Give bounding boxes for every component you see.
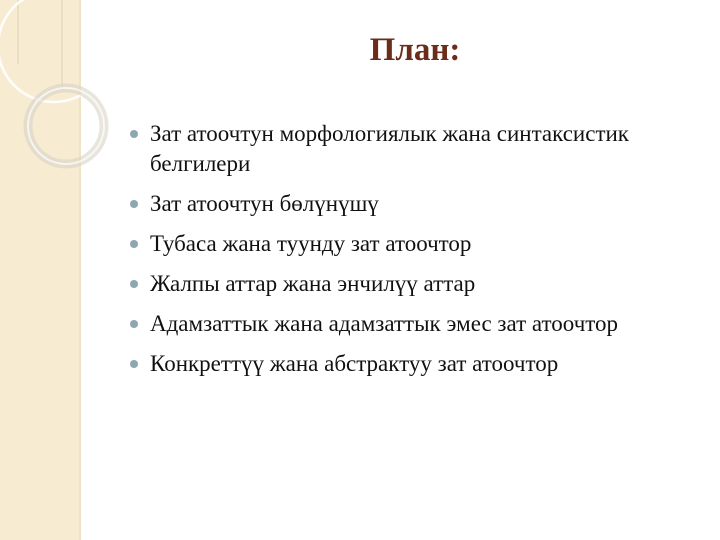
bullet-dot-icon [130,200,138,208]
bullet-dot-icon [130,360,138,368]
list-item [128,119,698,179]
bullet-dot-icon [130,240,138,248]
list-item [128,309,698,339]
bullet-dot-icon [130,280,138,288]
list-item-text: Конкреттүү жана абстрактуу зат атоочтор [150,351,559,376]
bullet-dot-icon [130,320,138,328]
bullet-dot-icon [130,130,138,138]
bullet-list [128,119,698,389]
list-item [128,189,698,219]
list-item [128,349,698,379]
list-item [128,269,698,299]
slide-title: План: [369,32,461,68]
list-item-text: Зат атоочтун бөлүнүшү [150,191,379,216]
list-item [128,229,698,259]
list-item-text: Тубаса жана туунду зат атоочтор [150,231,472,256]
list-item-text: Адамзаттык жана адамзаттык эмес зат атоочтор [150,311,619,336]
list-item-text: Зат атоочтун морфологиялык жана синтаксистик белгилери [150,121,629,176]
decorative-rings-graphic [0,0,140,200]
list-item-text: Жалпы аттар жана энчилүү аттар [150,271,476,296]
